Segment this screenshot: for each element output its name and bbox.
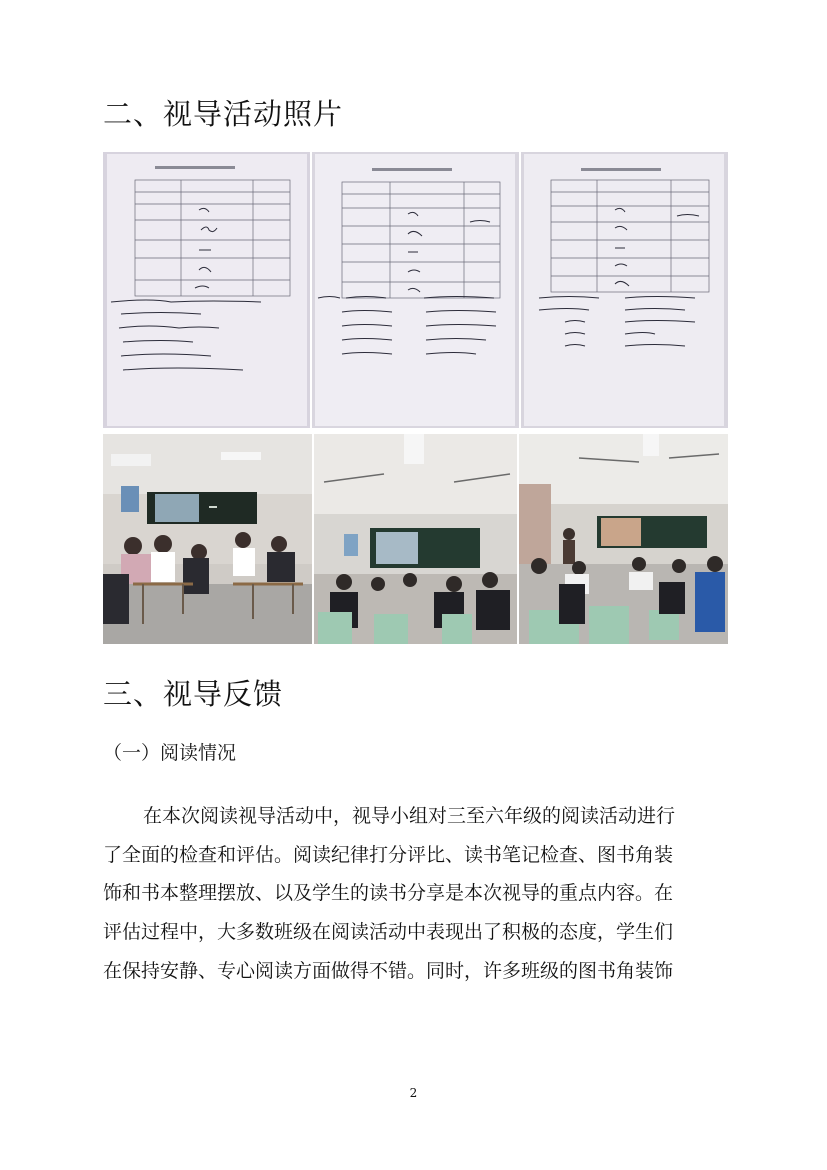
classroom-photo-1 — [103, 434, 312, 644]
photos-section-heading: 二、视导活动照片 — [103, 97, 344, 131]
score-sheet-photo-3 — [521, 152, 728, 428]
score-sheet-photo-2 — [312, 152, 519, 428]
score-sheet-photo-1 — [103, 152, 310, 428]
body-line: 了全面的检查和评估。阅读纪律打分评比、读书笔记检查、图书角装 — [103, 843, 674, 866]
body-paragraph — [103, 797, 725, 991]
classroom-photo-2 — [314, 434, 517, 644]
body-line: 评估过程中，大多数班级在阅读活动中表现出了积极的态度，学生们 — [103, 921, 674, 944]
photo-grid — [103, 152, 728, 644]
body-line: 饰和书本整理摆放、以及学生的读书分享是本次视导的重点内容。在 — [103, 882, 674, 905]
feedback-section-heading: 三、视导反馈 — [103, 677, 284, 711]
classroom-photo-3 — [519, 434, 728, 644]
body-line — [103, 797, 725, 836]
body-line-text: 在本次阅读视导活动中，视导小组对三至六年级的阅读活动进行 — [143, 805, 676, 827]
body-line: 在保持安静、专心阅读方面做得不错。同时，许多班级的图书角装饰 — [103, 959, 674, 982]
reading-subheading: （一）阅读情况 — [103, 742, 237, 764]
page-number: 2 — [409, 1086, 418, 1100]
